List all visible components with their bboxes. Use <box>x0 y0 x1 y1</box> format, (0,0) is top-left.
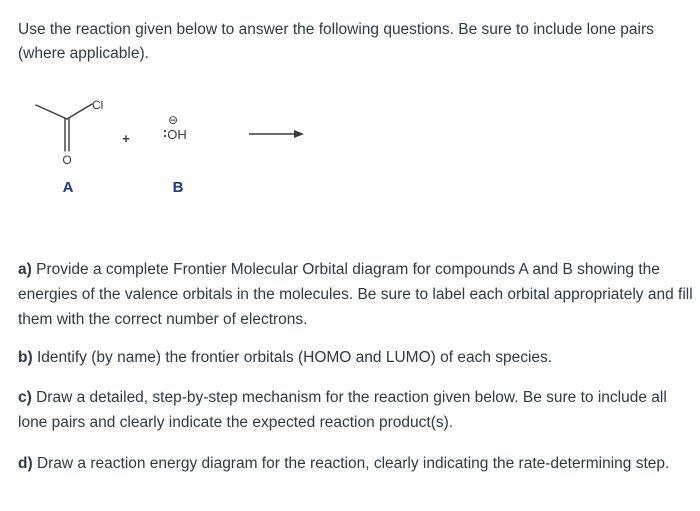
charge-symbol: ⊖ <box>167 113 179 127</box>
compound-b-letter: B <box>172 179 184 196</box>
lone-pair-dot <box>164 135 166 137</box>
question-text: Provide a complete Frontier Molecular Orbital diagram for compounds A and B showing the energies of the valence orbitals in the molecules. Be sure to label each orbital appropriately and fill them with the correct number of electrons. <box>18 261 693 328</box>
question-letter: b) <box>18 349 33 366</box>
plus-sign: + <box>122 131 130 146</box>
reaction-arrow-head <box>294 130 304 138</box>
question-letter: a) <box>18 261 32 278</box>
compound-a-structure <box>36 104 92 151</box>
hydroxide-lone-pair-dots <box>164 130 166 137</box>
question-letter: c) <box>18 389 32 406</box>
bond-methyl-left <box>36 105 67 119</box>
bond-methyl-right <box>67 104 92 119</box>
compound-a-letter: A <box>62 179 74 196</box>
question-d <box>18 451 696 476</box>
hydroxide-formula: OH <box>167 127 187 142</box>
question-text: Draw a detailed, step-by-step mechanism for the reaction given below. Be sure to include all lone pairs and clearly indicate the expected reaction product(s). <box>18 389 667 431</box>
question-b <box>18 345 696 370</box>
question-text: Identify (by name) the frontier orbitals (HOMO and LUMO) of each species. <box>36 349 553 366</box>
instructions: Use the reaction given below to answer the following questions. Be sure to include lone pairs (where applicable). <box>18 21 654 62</box>
question-text: Draw a reaction energy diagram for the reaction, clearly indicating the rate-determining step. <box>36 455 670 472</box>
chlorine-label: Cl <box>92 98 104 112</box>
reaction-scheme <box>0 88 700 208</box>
question-a <box>18 257 696 332</box>
question-letter: d) <box>18 455 33 472</box>
lone-pair-dot <box>164 130 166 132</box>
question-c <box>18 385 696 435</box>
oxygen-label: O <box>62 153 72 167</box>
